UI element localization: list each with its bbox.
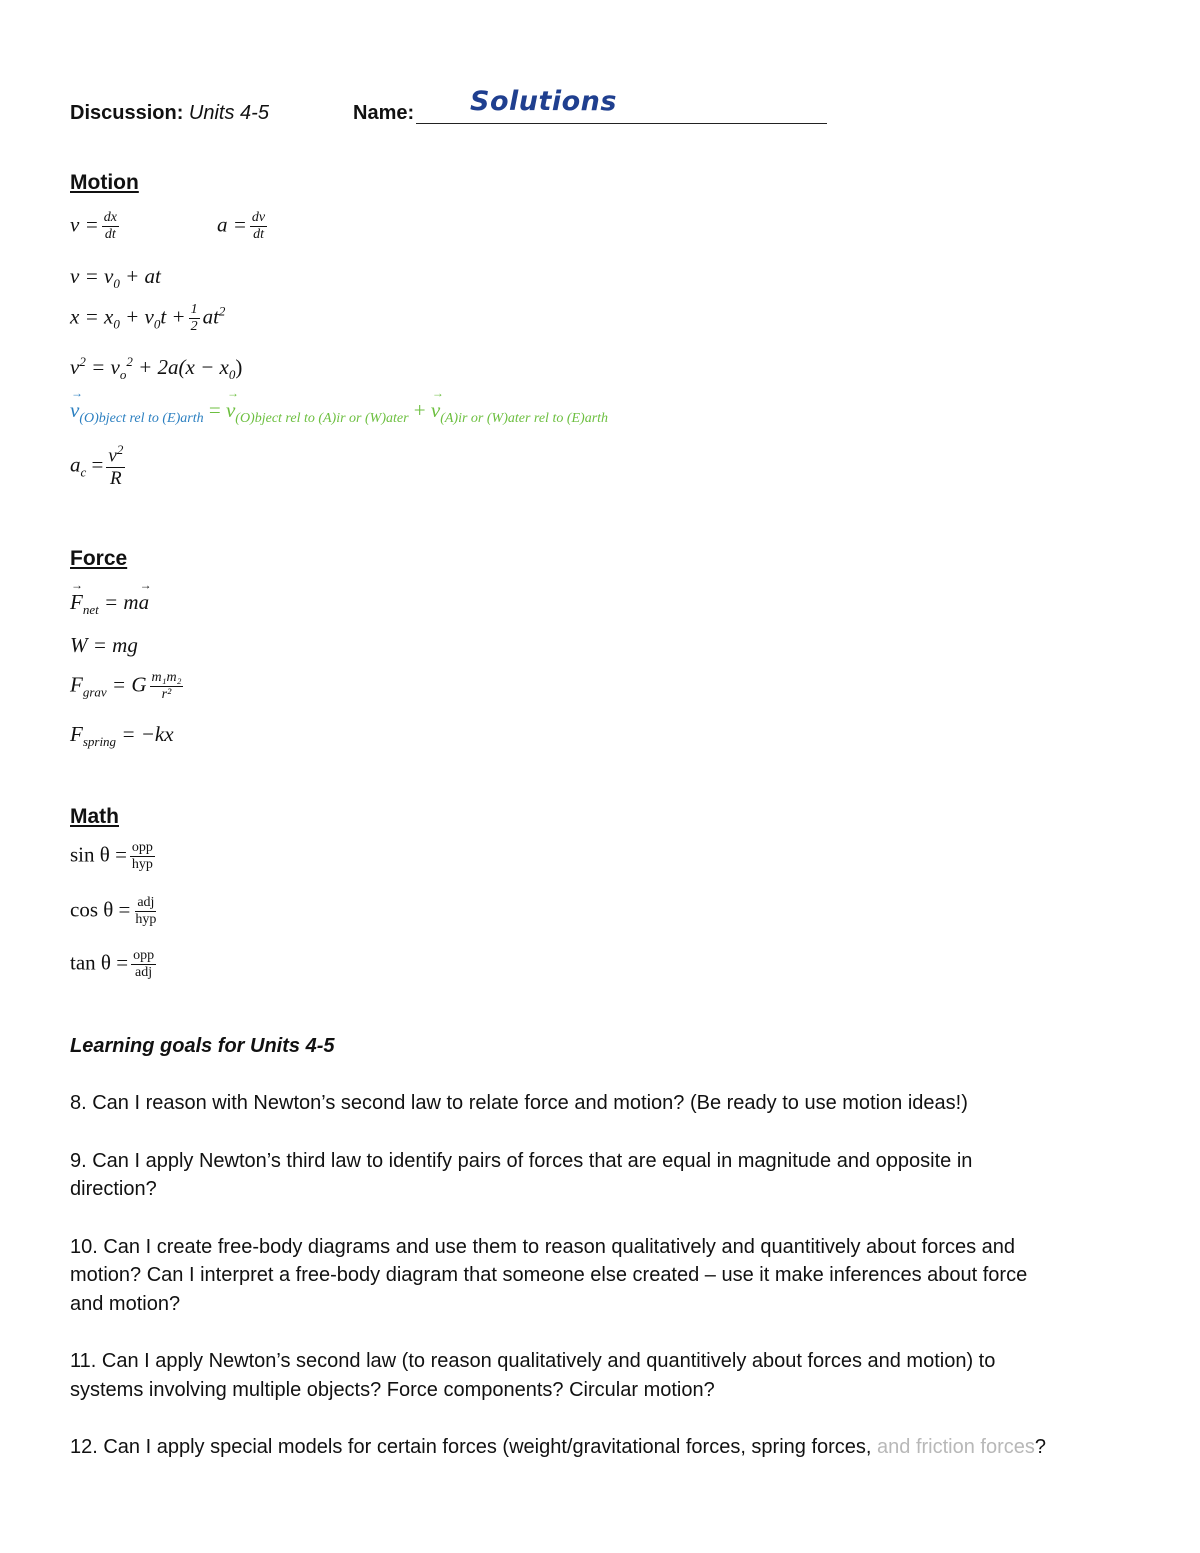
name-underline	[416, 123, 827, 124]
tangent-definition: tan θ = $\frac{\text{opp}}{\text{adj}}$	[70, 948, 155, 981]
newton-second-law-equation: → $F_{net} = m\to a$	[70, 590, 149, 618]
spring-force-equation: $F_{spring} = -kx$	[70, 722, 174, 750]
goal-10-line-3: and motion?	[70, 1293, 181, 1315]
cosine-definition: cos θ = $\frac{\text{adj}}{\text{hyp}}$	[70, 895, 157, 928]
goal-9-line-1: 9. Can I apply Newton’s third law to identify pairs of forces that are equal in magnitude and opposite in	[70, 1150, 973, 1172]
learning-goals-title: Learning goals for Units 4-5	[70, 1035, 335, 1057]
weight-equation: W = mg	[70, 633, 138, 657]
centripetal-acceleration-equation: $a_c$ = $\frac{v^2}{R}$	[70, 442, 124, 490]
velocity-squared-equation: $v^2 = v_o^2 + 2a(x - x_0)$	[70, 354, 243, 383]
goal-12: 12. Can I apply special models for certain forces (weight/gravitational forces, spring forces, and friction forces?	[70, 1436, 1047, 1458]
goal-10-line-2: motion? Can I interpret a free-body diagram that someone else created – use it make inferences about force	[70, 1264, 1028, 1286]
discussion-label: Discussion:	[70, 102, 184, 124]
goal-11-line-2: systems involving multiple objects? Force components? Circular motion?	[70, 1379, 715, 1401]
goal-8: 8. Can I reason with Newton’s second law to relate force and motion? (Be ready to use motion ideas!)	[70, 1092, 968, 1114]
relative-velocity-equation: → $v_{(O)bject rel to (E)arth}$ = → $v_{(O)bject rel to (A)ir or (W)ater}$ + → $v_{(A)ir or (W)ater rel to (E)arth}$	[70, 398, 608, 427]
position-equation: $x = x_0 + v_0t$ + $\frac{1}{2}$ $at^2$	[70, 302, 226, 335]
math-heading: Math	[70, 805, 119, 828]
velocity-definition: v = $\frac{dx}{dt}$	[70, 210, 117, 243]
velocity-equation: $v = v_0$ + at	[70, 264, 161, 292]
goal-9-line-2: direction?	[70, 1178, 157, 1200]
goal-11-line-1: 11. Can I apply Newton’s second law (to reason qualitatively and quantitively about forces and motion) to	[70, 1350, 996, 1372]
handwritten-signature: Solutions	[470, 86, 617, 117]
motion-heading: Motion	[70, 171, 139, 194]
gravitation-equation: $F_{grav} = G$ $\frac{\text{m₁m₂}}{\text{r²}}$	[70, 670, 182, 703]
sine-definition: sin θ = $\frac{\text{opp}}{\text{hyp}}$	[70, 840, 153, 873]
name-label: Name:	[353, 102, 415, 124]
acceleration-definition: a = $\frac{dv}{dt}$	[217, 210, 266, 243]
goal-12-greyed-text: and friction forces	[871, 1436, 1035, 1458]
discussion-value: Units 4-5	[188, 102, 269, 124]
force-heading: Force	[70, 547, 128, 570]
discussion-line	[70, 102, 269, 125]
goal-10-line-1: 10. Can I create free-body diagrams and use them to reason qualitatively and quantitively about forces and	[70, 1236, 1016, 1258]
